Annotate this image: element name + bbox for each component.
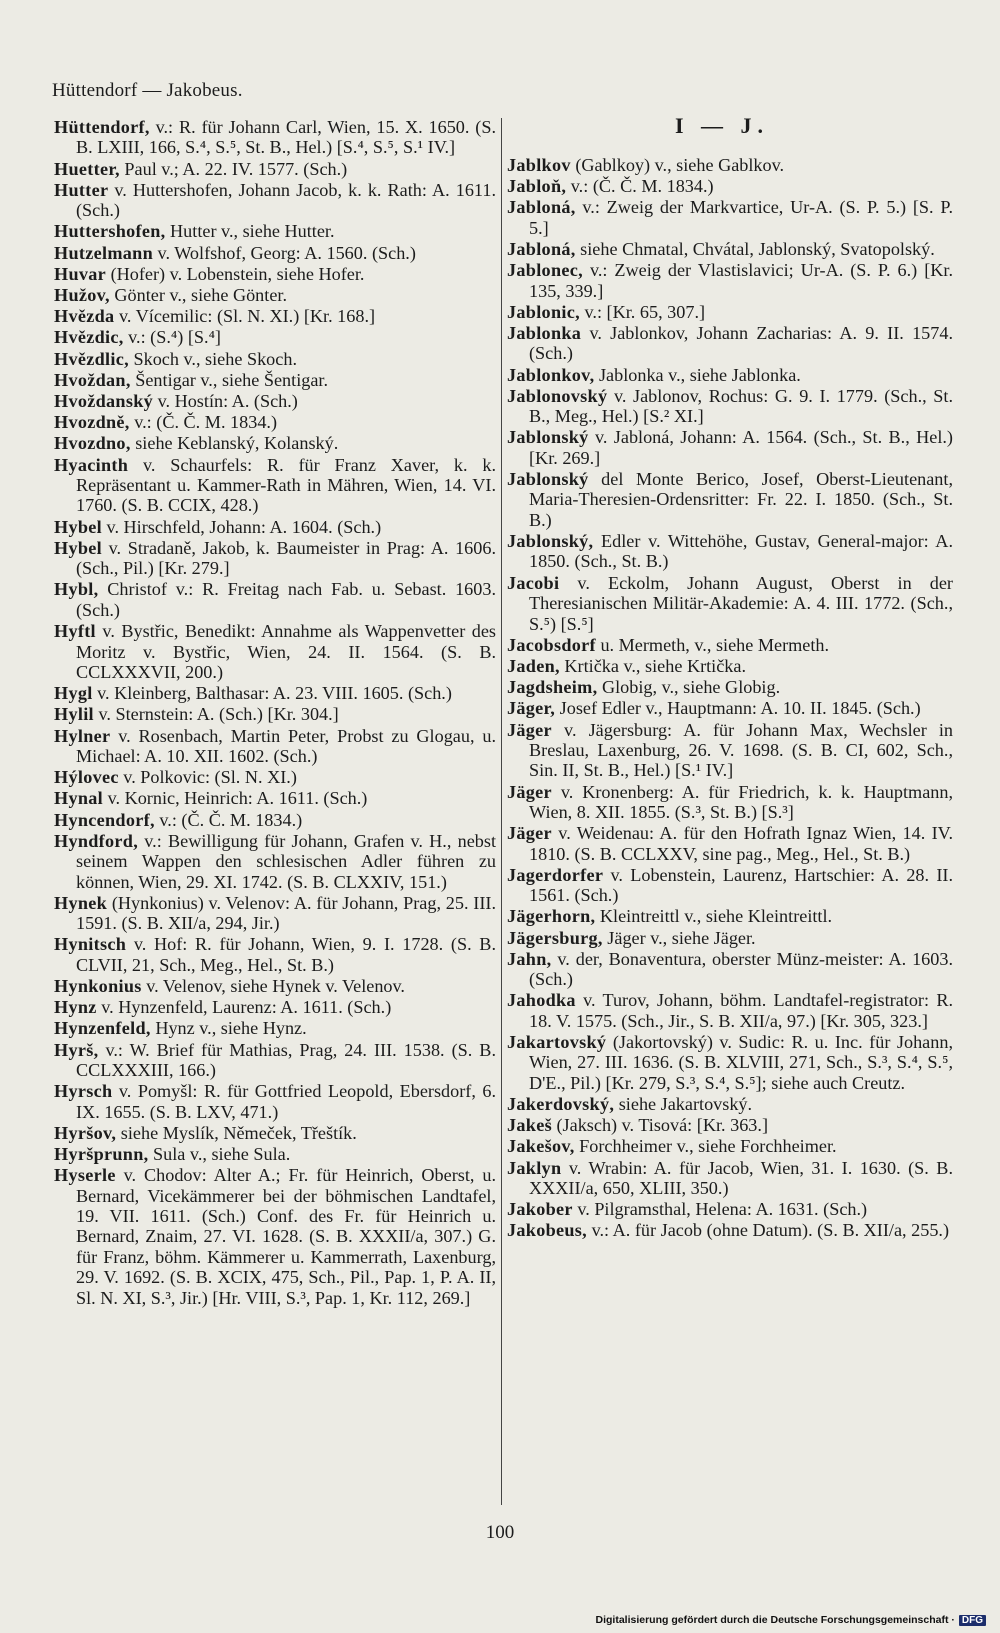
left-column [54,117,496,1309]
entry-headword: Jakobeus, [507,1220,588,1241]
dictionary-entry [507,677,953,697]
entry-headword: Hužov, [54,285,110,306]
dictionary-entry [507,906,953,926]
entry-headword: Hvězda [54,306,115,327]
entry-headword: Jäger, [507,698,556,719]
entry-text: v.: R. für Johann Carl, Wien, 15. X. 1650. (S. B. LXIII, 166, S.⁴, S.⁵, St. B., Hel.) [S.⁴, S.⁵, S.¹ IV.] [76,117,496,158]
entry-text: v. Jablonkov, Johann Zacharias: A. 9. II. 1574. (Sch.) [529,323,953,364]
dictionary-entry [54,349,496,369]
dictionary-entry [54,1018,496,1038]
dictionary-entry [54,621,496,682]
dictionary-entry [507,155,953,175]
entry-text: v. Kleinberg, Balthasar: A. 23. VIII. 1605. (Sch.) [92,683,452,704]
dictionary-entry [507,1220,953,1240]
entry-headword: Hynkonius [54,975,142,996]
dictionary-entry [54,180,496,221]
entry-headword: Jakartovský [507,1031,607,1052]
entry-headword: Jägersburg, [507,927,603,948]
dictionary-entry [507,1032,953,1093]
entry-text: v. Vícemilic: (Sl. N. XI.) [Kr. 168.] [114,306,376,327]
entry-headword: Hyršprunn, [54,1144,149,1164]
entry-headword: Hvozdně, [54,412,130,433]
entry-text: v. der, Bonaventura, oberster Münz-meister: A. 1603. (Sch.) [529,948,953,990]
entry-text: siehe Keblanský, Kolanský. [130,433,339,454]
entry-text: v. Wolfshof, Georg: A. 1560. (Sch.) [153,242,416,263]
entry-text: v. Polkovic: (Sl. N. XI.) [118,767,297,788]
entry-text: (Hofer) v. Lobenstein, siehe Hofer. [106,263,365,284]
entry-text: v. Huttershofen, Johann Jacob, k. k. Rath: A. 1611. (Sch.) [76,179,496,221]
dictionary-entry [507,197,953,238]
section-title: I — J. [675,113,770,138]
dictionary-entry [507,782,953,823]
dictionary-entry [54,976,496,996]
entry-text: Kleintreittl v., siehe Kleintreittl. [595,906,833,927]
dictionary-entry [507,1199,953,1219]
column-divider [501,118,502,1505]
entry-headword: Jablonský, [507,531,594,552]
entry-headword: Jaden, [507,655,560,676]
entry-headword: Huetter, [54,158,120,179]
entry-text: siehe Chmatal, Chvátal, Jablonský, Svatopolský. [575,239,935,260]
entry-text: Gönter v., siehe Gönter. [109,285,287,306]
entry-headword: Hybel [54,537,102,558]
dictionary-entry [54,726,496,767]
entry-text: v. Velenov, siehe Hynek v. Velenov. [141,975,405,996]
entry-text: v. Hynzenfeld, Laurenz: A. 1611. (Sch.) [96,997,392,1018]
dictionary-entry [54,810,496,830]
entry-text: v. Schaurfels: R. für Franz Xaver, k. k. Repräsentant u. Kammer-Rath in Mähren, Wien, 14. VI. 1760. (S. B. CCIX, 428.) [76,454,496,516]
dictionary-entry [54,997,496,1017]
entry-headword: Jablonský [507,469,589,490]
entry-headword: Hyacinth [54,454,129,475]
entry-text: v. Jägersburg: A. für Johann Max, Wechsler in Breslau, Laxenburg, 26. V. 1698. (S. B. CI, 602, Sch., Sin. II, St. B., Hel.) [S.¹ IV.] [529,719,953,781]
dictionary-entry [507,720,953,781]
dictionary-entry [54,412,496,432]
entry-headword: Jakober [507,1199,573,1220]
dictionary-entry [507,176,953,196]
dictionary-entry [507,427,953,468]
entry-headword: Hyncendorf, [54,809,155,830]
entry-text: v. Jabloná, Johann: A. 1564. (Sch., St. B., Hel.) [Kr. 269.] [529,427,953,468]
dictionary-entry [507,865,953,906]
entry-headword: Hyrsch [54,1081,113,1102]
entry-headword: Hutter [54,179,109,200]
entry-headword: Jaklyn [507,1157,562,1178]
entry-headword: Jacobi [507,572,560,593]
entry-headword: Hüttendorf, [54,117,150,137]
entry-text: v.: Zweig der Vlastislavici; Ur-A. (S. P. 6.) [Kr. 135, 339.] [529,260,953,301]
entry-text: Krtička v., siehe Krtička. [559,655,747,676]
entry-text: Forchheimer v., siehe Forchheimer. [574,1136,837,1157]
entry-headword: Hygl [54,683,93,704]
dictionary-entry [54,704,496,724]
entry-text: v. Hof: R. für Johann, Wien, 9. I. 1728. (S. B. CLVII, 21, Sch., Meg., Hel., St. B.) [76,934,496,975]
entry-headword: Jablkov [507,155,571,175]
entry-headword: Hynz [54,997,97,1018]
dictionary-entry [507,635,953,655]
entry-text: v. Stradaně, Jakob, k. Baumeister in Prag: A. 1606. (Sch., Pil.) [Kr. 279.] [76,537,496,579]
dictionary-entry [54,117,496,158]
dictionary-entry [507,323,953,364]
entry-headword: Hylner [54,725,111,746]
entry-text: v. Jablonov, Rochus: G. 9. I. 1779. (Sch., St. B., Meg., Hel.) [S.² XI.] [529,385,953,427]
entry-text: v.: [Kr. 65, 307.] [579,301,706,322]
entry-headword: Jäger [507,781,552,802]
entry-headword: Jakerdovský, [507,1094,615,1114]
entry-text: v.: W. Brief für Mathias, Prag, 24. III. 1538. (S. B. CCLXXXIII, 166.) [76,1039,496,1080]
entry-text: Jäger v., siehe Jäger. [602,927,756,948]
entry-text: v. Kornic, Heinrich: A. 1611. (Sch.) [103,788,368,809]
dictionary-entry [54,159,496,179]
entry-headword: Hybl, [54,579,99,600]
dfg-logo: DFG [959,1615,986,1626]
entry-text: v. Turov, Johann, böhm. Landtafel-registrator: R. 18. V. 1575. (Sch., Jir., S. B. XII/a, 97.) [Kr. 305, 323.] [529,990,953,1031]
entry-headword: Jablonka [507,323,582,344]
dictionary-entry [54,893,496,934]
running-head: Hüttendorf — Jakobeus. [52,80,243,101]
dictionary-entry [54,788,496,808]
dictionary-entry [54,1040,496,1081]
entry-text: Paul v.; A. 22. IV. 1577. (Sch.) [119,158,348,179]
entry-text: v.: (Č. Č. M. 1834.) [154,809,303,830]
entry-headword: Hvězdlic, [54,348,129,369]
entry-text: (Jaksch) v. Tisová: [Kr. 363.] [551,1115,769,1136]
entry-text: v.: A. für Jacob (ohne Datum). (S. B. XII/a, 255.) [587,1220,950,1241]
entry-headword: Huvar [54,263,107,284]
dictionary-entry [507,823,953,864]
digitization-footer [596,1614,987,1626]
dictionary-entry [54,831,496,892]
entry-headword: Jabloná, [507,239,576,260]
entry-text: Jablonka v., siehe Jablonka. [594,364,801,385]
dictionary-entry [507,656,953,676]
entry-text: u. Mermeth, v., siehe Mermeth. [595,634,830,655]
entry-headword: Jablonovský [507,385,608,406]
dictionary-entry [507,386,953,427]
entry-text: v.: (Č. Č. M. 1834.) [129,412,278,433]
entry-text: (Jakortovský) v. Sudic: R. u. Inc. für Johann, Wien, 27. III. 1636. (S. B. XLVIII, 271, Sch., S.³, S.⁴, S.⁵, D'E., Pil.) [Kr. 279, S.³, S.⁴, S.⁵]; siehe auch Creutz. [529,1031,953,1093]
entry-text: Josef Edler v., Hauptmann: A. 10. II. 1845. (Sch.) [555,698,921,719]
entry-text: (Gablkoy) v., siehe Gablkov. [570,155,785,175]
entry-headword: Hyršov, [54,1122,117,1143]
entry-headword: Jakeš [507,1115,552,1136]
dictionary-entry [507,1115,953,1135]
entry-headword: Jablonkov, [507,364,595,385]
entry-text: Skoch v., siehe Skoch. [128,348,297,369]
dictionary-entry [507,302,953,322]
dictionary-entry [54,285,496,305]
entry-headword: Hynek [54,892,108,913]
dictionary-entry [507,949,953,990]
entry-headword: Jablonec, [507,260,583,281]
entry-text: v. Pomyšl: R. für Gottfried Leopold, Ebersdorf, 6. IX. 1655. (S. B. LXV, 471.) [76,1081,496,1122]
entry-text: Šentigar v., siehe Šentigar. [130,369,329,390]
entry-text: v. Hirschfeld, Johann: A. 1604. (Sch.) [101,516,382,537]
entry-headword: Jakešov, [507,1136,575,1157]
dictionary-entry [54,683,496,703]
entry-headword: Hynal [54,788,104,809]
entry-headword: Hutzelmann [54,242,153,263]
entry-headword: Hybel [54,516,102,537]
footer-text: Digitalisierung gefördert durch die Deutsche Forschungsgemeinschaft · [595,1614,955,1626]
dictionary-entry [507,260,953,301]
entry-text: Hynz v., siehe Hynz. [150,1018,307,1039]
entry-headword: Hýlovec [54,767,119,788]
dictionary-entry [54,370,496,390]
entry-text: Sula v., siehe Sula. [148,1144,291,1164]
entry-headword: Jagerdorfer [507,864,604,885]
entry-text: (Hynkonius) v. Velenov: A. für Johann, Prag, 25. III. 1591. (S. B. XII/a, 294, Jir.) [76,892,496,934]
entry-headword: Hyndford, [54,830,139,851]
right-column [507,155,953,1242]
entry-text: Christof v.: R. Freitag nach Fab. u. Sebast. 1603. (Sch.) [76,579,496,620]
entry-headword: Hvoždan, [54,369,131,390]
entry-headword: Huttershofen, [54,221,166,242]
entry-text: Globig, v., siehe Globig. [597,677,781,698]
entry-headword: Hylil [54,704,94,725]
entry-text: v.: Zweig der Markvartice, Ur-A. (S. P. 5.) [S. P. 5.] [529,197,953,238]
entry-text: v. Chodov: Alter A.; Fr. für Heinrich, Oberst, u. Bernard, Vicekämmerer bei der böhmischen Landtafel, 19. VII. 1611. (Sch.) Conf. des Fr. für Heinrich u. Bernard, Znaim, 27. VI. 1628. (S. B. XXXII/a, 307.) G. für Franz, böhm. Kämmerer u. Kammerrath, Laxenburg, 29. V. 1692. (S. B. XCIX, 475, Sch., Pil., Pap. 1, P. A. II, Sl. N. XI, S.³, Jir.) [Hr. VIII, S.³, Pap. 1, Kr. 112, 269.] [76,1165,496,1308]
dictionary-entry [54,579,496,620]
entry-text: siehe Jakartovský. [614,1094,753,1114]
dictionary-entry [54,767,496,787]
entry-text: v. Bystřic, Benedikt: Annahme als Wappenvetter des Moritz v. Bystřic, Wien, 24. II. 1564. (S. B. CCLXXXVII, 200.) [76,621,496,682]
dictionary-entry [54,1081,496,1122]
entry-headword: Jägerhorn, [507,906,596,927]
dictionary-entry [54,221,496,241]
entry-text: v. Hostín: A. (Sch.) [153,391,298,412]
dictionary-entry [54,1123,496,1143]
dictionary-entry [54,327,496,347]
entry-text: siehe Myslík, Němeček, Třeštík. [116,1122,357,1143]
dictionary-entry [54,934,496,975]
dictionary-entry [54,1144,496,1164]
entry-headword: Jagdsheim, [507,677,598,698]
dictionary-entry [507,531,953,572]
entry-text: v. Kronenberg: A. für Friedrich, k. k. Hauptmann, Wien, 8. XII. 1855. (S.³, St. B.) [S.³] [529,781,953,822]
entry-text: v. Lobenstein, Laurenz, Hartschier: A. 28. II. 1561. (Sch.) [529,864,953,906]
entry-text: v. Pilgramsthal, Helena: A. 1631. (Sch.) [572,1199,868,1220]
page-number: 100 [485,1522,515,1543]
dictionary-entry [507,239,953,259]
entry-text: v.: (S.⁴) [S.⁴] [123,327,221,348]
entry-text: v. Weidenau: A. für den Hofrath Ignaz Wien, 14. IV. 1810. (S. B. CCLXXV, sine pag., Meg., Hel., St. B.) [529,823,953,864]
dictionary-entry [54,243,496,263]
entry-text: del Monte Berico, Josef, Oberst-Lieutenant, Maria-Theresien-Ordensritter: Fr. 22. I. 1850. (Sch., St. B.) [529,469,953,530]
entry-text: v. Wrabin: A. für Jacob, Wien, 31. I. 1630. (S. B. XXXII/a, 650, XLIII, 350.) [529,1157,953,1199]
dictionary-entry [54,306,496,326]
entry-text: Edler v. Wittehöhe, Gustav, General-major: A. 1850. (Sch., St. B.) [529,531,953,572]
entry-headword: Hyserle [54,1165,116,1186]
entry-headword: Jabloň, [507,176,567,197]
dictionary-entry [507,698,953,718]
entry-headword: Jablonic, [507,301,580,322]
entry-headword: Hynitsch [54,934,127,955]
dictionary-entry [507,1158,953,1199]
dictionary-entry [507,573,953,634]
entry-text: v.: (Č. Č. M. 1834.) [566,176,714,197]
entry-headword: Hynzenfeld, [54,1018,151,1039]
entry-headword: Hyftl [54,621,96,642]
entry-headword: Jäger [507,719,552,740]
entry-headword: Jacobsdorf [507,634,596,655]
dictionary-entry [507,469,953,530]
entry-text: v. Rosenbach, Martin Peter, Probst zu Glogau, u. Michael: A. 10. XII. 1602. (Sch.) [76,725,496,766]
dictionary-entry [507,365,953,385]
entry-headword: Jabloná, [507,197,576,218]
entry-headword: Hvozdno, [54,433,131,454]
entry-headword: Jablonský [507,427,589,448]
dictionary-entry [54,517,496,537]
dictionary-entry [54,433,496,453]
dictionary-entry [507,990,953,1031]
entry-headword: Jahn, [507,948,552,969]
dictionary-entry [507,1094,953,1114]
dictionary-entry [54,538,496,579]
entry-headword: Jahodka [507,990,576,1011]
entry-text: v.: Bewilligung für Johann, Grafen v. H., nebst seinem Wappen den schlesischen Adler führen zu können, Wien, 29. XI. 1742. (S. B. CLXXIV, 151.) [76,830,496,892]
dictionary-entry [507,928,953,948]
entry-headword: Hvězdic, [54,327,124,348]
dictionary-entry [507,1136,953,1156]
entry-text: Hutter v., siehe Hutter. [165,221,335,242]
entry-headword: Jäger [507,823,552,844]
entry-headword: Hvoždanský [54,391,154,412]
entry-text: v. Eckolm, Johann August, Oberst in der Theresianischen Militär-Akademie: A. 4. III. 1772. (Sch., S.⁵) [S.⁵] [529,572,953,634]
entry-text: v. Sternstein: A. (Sch.) [Kr. 304.] [93,704,339,725]
dictionary-entry [54,1165,496,1308]
dictionary-entry [54,264,496,284]
dictionary-entry [54,455,496,516]
entry-headword: Hyrš, [54,1039,99,1060]
dictionary-entry [54,391,496,411]
